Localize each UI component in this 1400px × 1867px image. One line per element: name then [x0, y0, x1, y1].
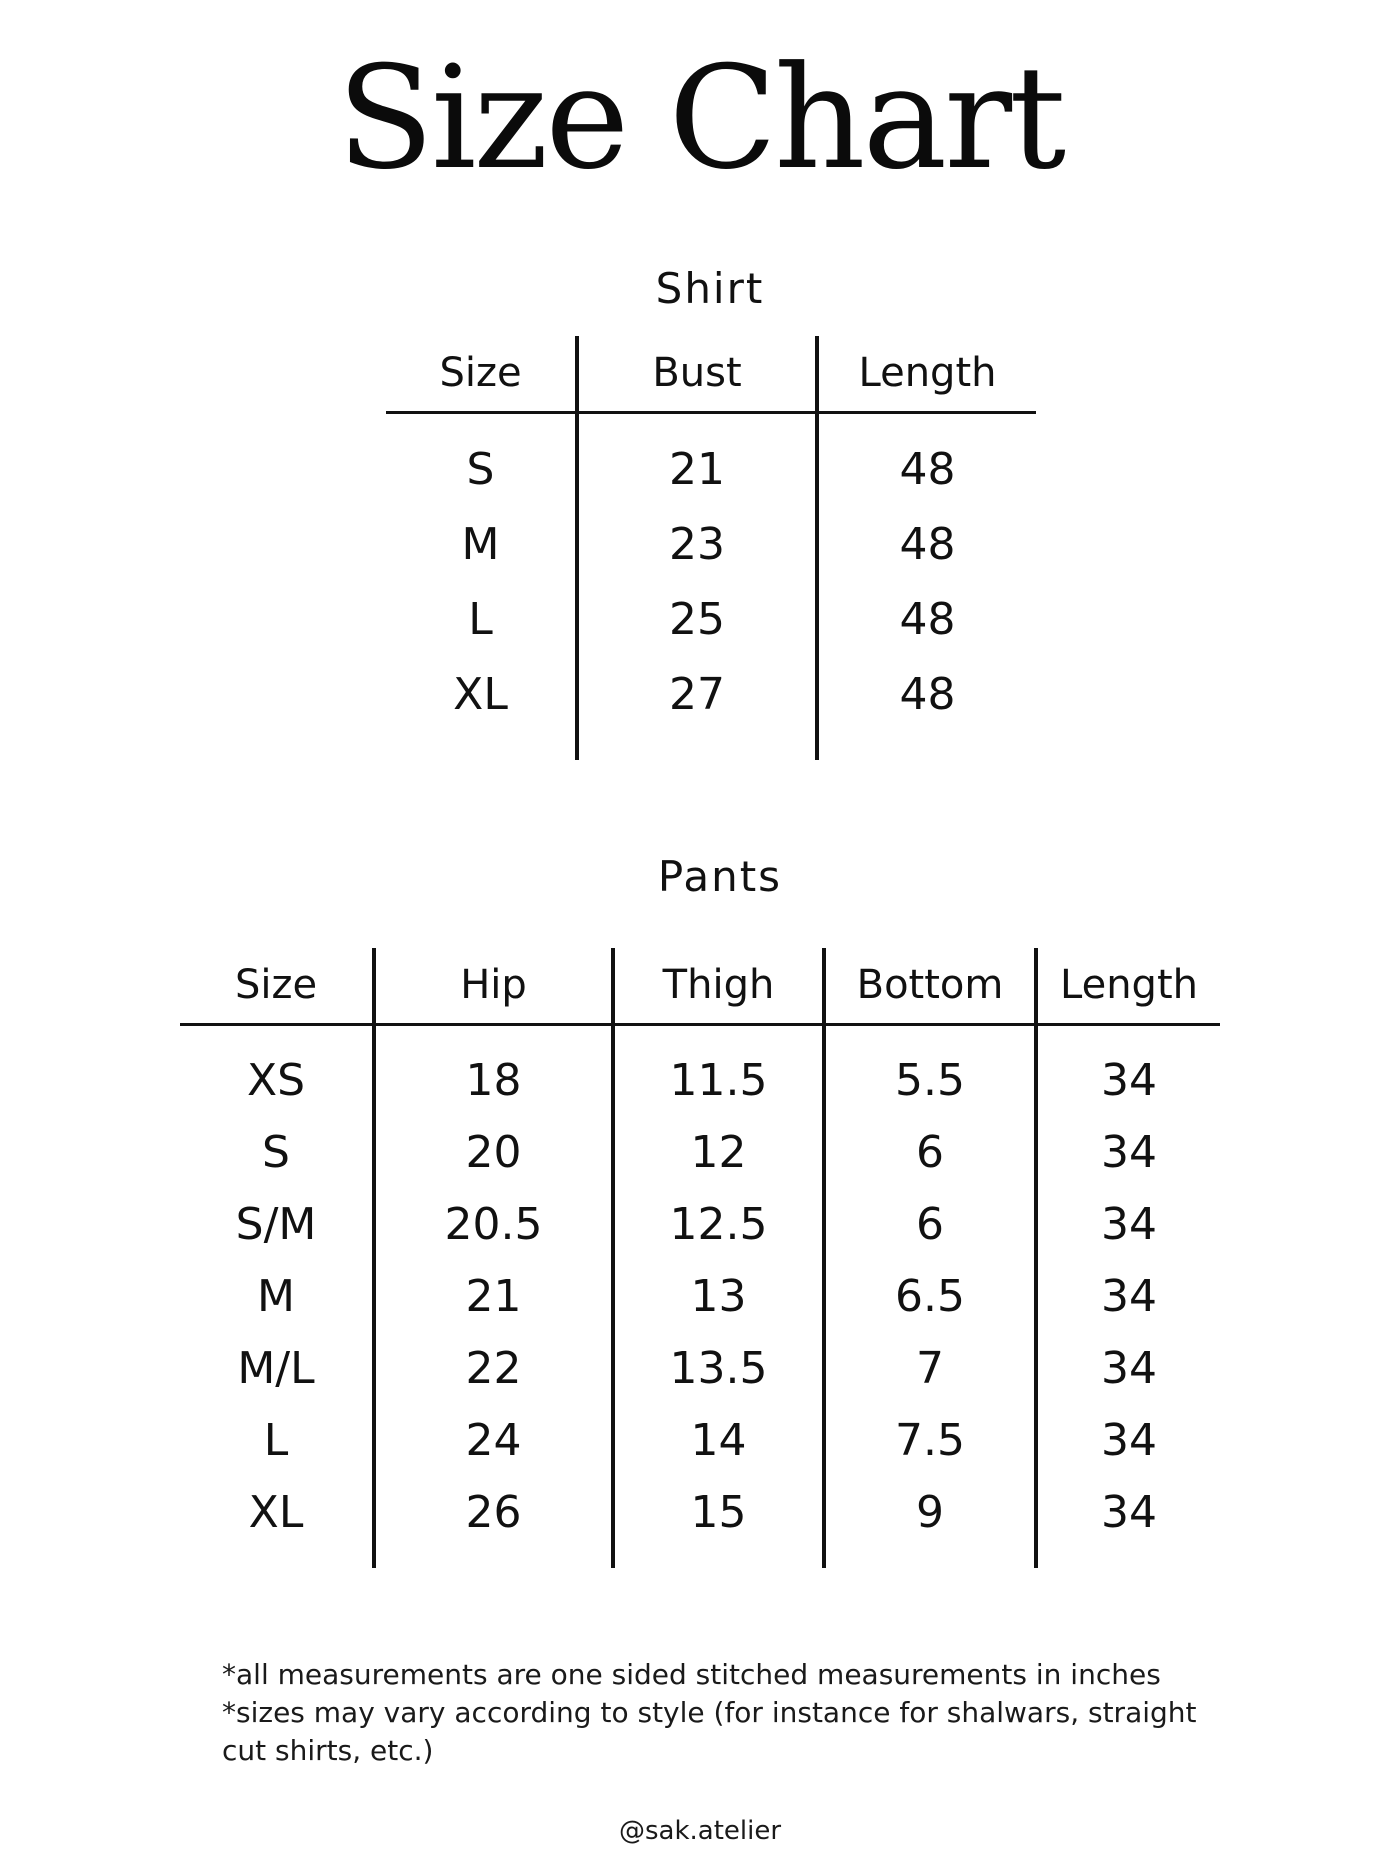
hip-cell: 18 [374, 1025, 613, 1117]
table-header-row [180, 948, 1220, 1025]
thigh-cell: 13 [613, 1260, 824, 1332]
thigh-cell: 14 [613, 1404, 824, 1476]
bottom-cell: 6 [824, 1188, 1036, 1260]
size-cell: M [257, 1270, 295, 1322]
length-cell: 48 [817, 507, 1036, 582]
hip-cell: 20 [374, 1116, 613, 1188]
size-cell: S [262, 1126, 290, 1178]
size-cell: S [466, 444, 495, 495]
length-cell: 34 [1036, 1332, 1220, 1404]
length-cell: 34 [1036, 1025, 1220, 1117]
column-header-length: Length [1036, 948, 1220, 1025]
hip-cell: 21 [374, 1260, 613, 1332]
thigh-cell: 11.5 [613, 1025, 824, 1117]
hip-cell: 24 [374, 1404, 613, 1476]
page-title: Size Chart [336, 36, 1064, 201]
size-cell: L [468, 594, 493, 645]
brand-handle: @sak.atelier [618, 1816, 782, 1846]
length-cell: 34 [1036, 1188, 1220, 1260]
bust-cell: 25 [577, 582, 817, 657]
length-cell: 48 [817, 657, 1036, 760]
table-row [180, 1025, 1220, 1117]
pants-section-title: Pants [657, 852, 783, 901]
size-cell: M/L [237, 1342, 315, 1394]
length-cell: 48 [817, 413, 1036, 508]
column-header-thigh: Thigh [613, 948, 824, 1025]
bottom-cell: 5.5 [824, 1025, 1036, 1117]
table-row [180, 1260, 1220, 1332]
table-row [386, 413, 1036, 508]
size-cell: XL [453, 669, 508, 720]
bottom-cell: 6.5 [824, 1260, 1036, 1332]
table-header-row [386, 336, 1036, 413]
bust-cell: 21 [577, 413, 817, 508]
table-row [180, 1188, 1220, 1260]
length-cell: 34 [1036, 1476, 1220, 1568]
thigh-cell: 12.5 [613, 1188, 824, 1260]
note-line: *all measurements are one sided stitched measurements in inches [222, 1658, 1161, 1691]
table-row [180, 1404, 1220, 1476]
length-cell: 34 [1036, 1260, 1220, 1332]
bottom-cell: 7 [824, 1332, 1036, 1404]
length-cell: 34 [1036, 1404, 1220, 1476]
thigh-cell: 12 [613, 1116, 824, 1188]
thigh-cell: 15 [613, 1476, 824, 1568]
note-line: *sizes may vary according to style (for instance for shalwars, straight cut shirts, etc.) [222, 1696, 1197, 1767]
pants-size-table [180, 948, 1220, 1568]
length-cell: 48 [817, 582, 1036, 657]
shirt-size-table [386, 336, 1036, 760]
hip-cell: 20.5 [374, 1188, 613, 1260]
table-row [180, 1476, 1220, 1568]
hip-cell: 26 [374, 1476, 613, 1568]
column-header-length: Length [817, 336, 1036, 413]
bottom-cell: 7.5 [824, 1404, 1036, 1476]
bottom-cell: 9 [824, 1476, 1036, 1568]
table-row [386, 657, 1036, 760]
bust-cell: 27 [577, 657, 817, 760]
column-header-size: Size [180, 948, 374, 1025]
size-cell: XS [246, 1054, 306, 1106]
table-row [180, 1116, 1220, 1188]
shirt-section-title: Shirt [655, 264, 765, 313]
table-row [386, 582, 1036, 657]
column-header-hip: Hip [374, 948, 613, 1025]
size-cell: L [263, 1414, 289, 1466]
bust-cell: 23 [577, 507, 817, 582]
thigh-cell: 13.5 [613, 1332, 824, 1404]
column-header-bottom: Bottom [824, 948, 1036, 1025]
size-cell: M [461, 519, 500, 570]
hip-cell: 22 [374, 1332, 613, 1404]
bottom-cell: 6 [824, 1116, 1036, 1188]
length-cell: 34 [1036, 1116, 1220, 1188]
measurement-notes [222, 1656, 1222, 1770]
table-row [180, 1332, 1220, 1404]
column-header-bust: Bust [577, 336, 817, 413]
size-cell: S/M [235, 1198, 317, 1250]
table-row [386, 507, 1036, 582]
size-cell: XL [248, 1486, 304, 1538]
column-header-size: Size [386, 336, 577, 413]
